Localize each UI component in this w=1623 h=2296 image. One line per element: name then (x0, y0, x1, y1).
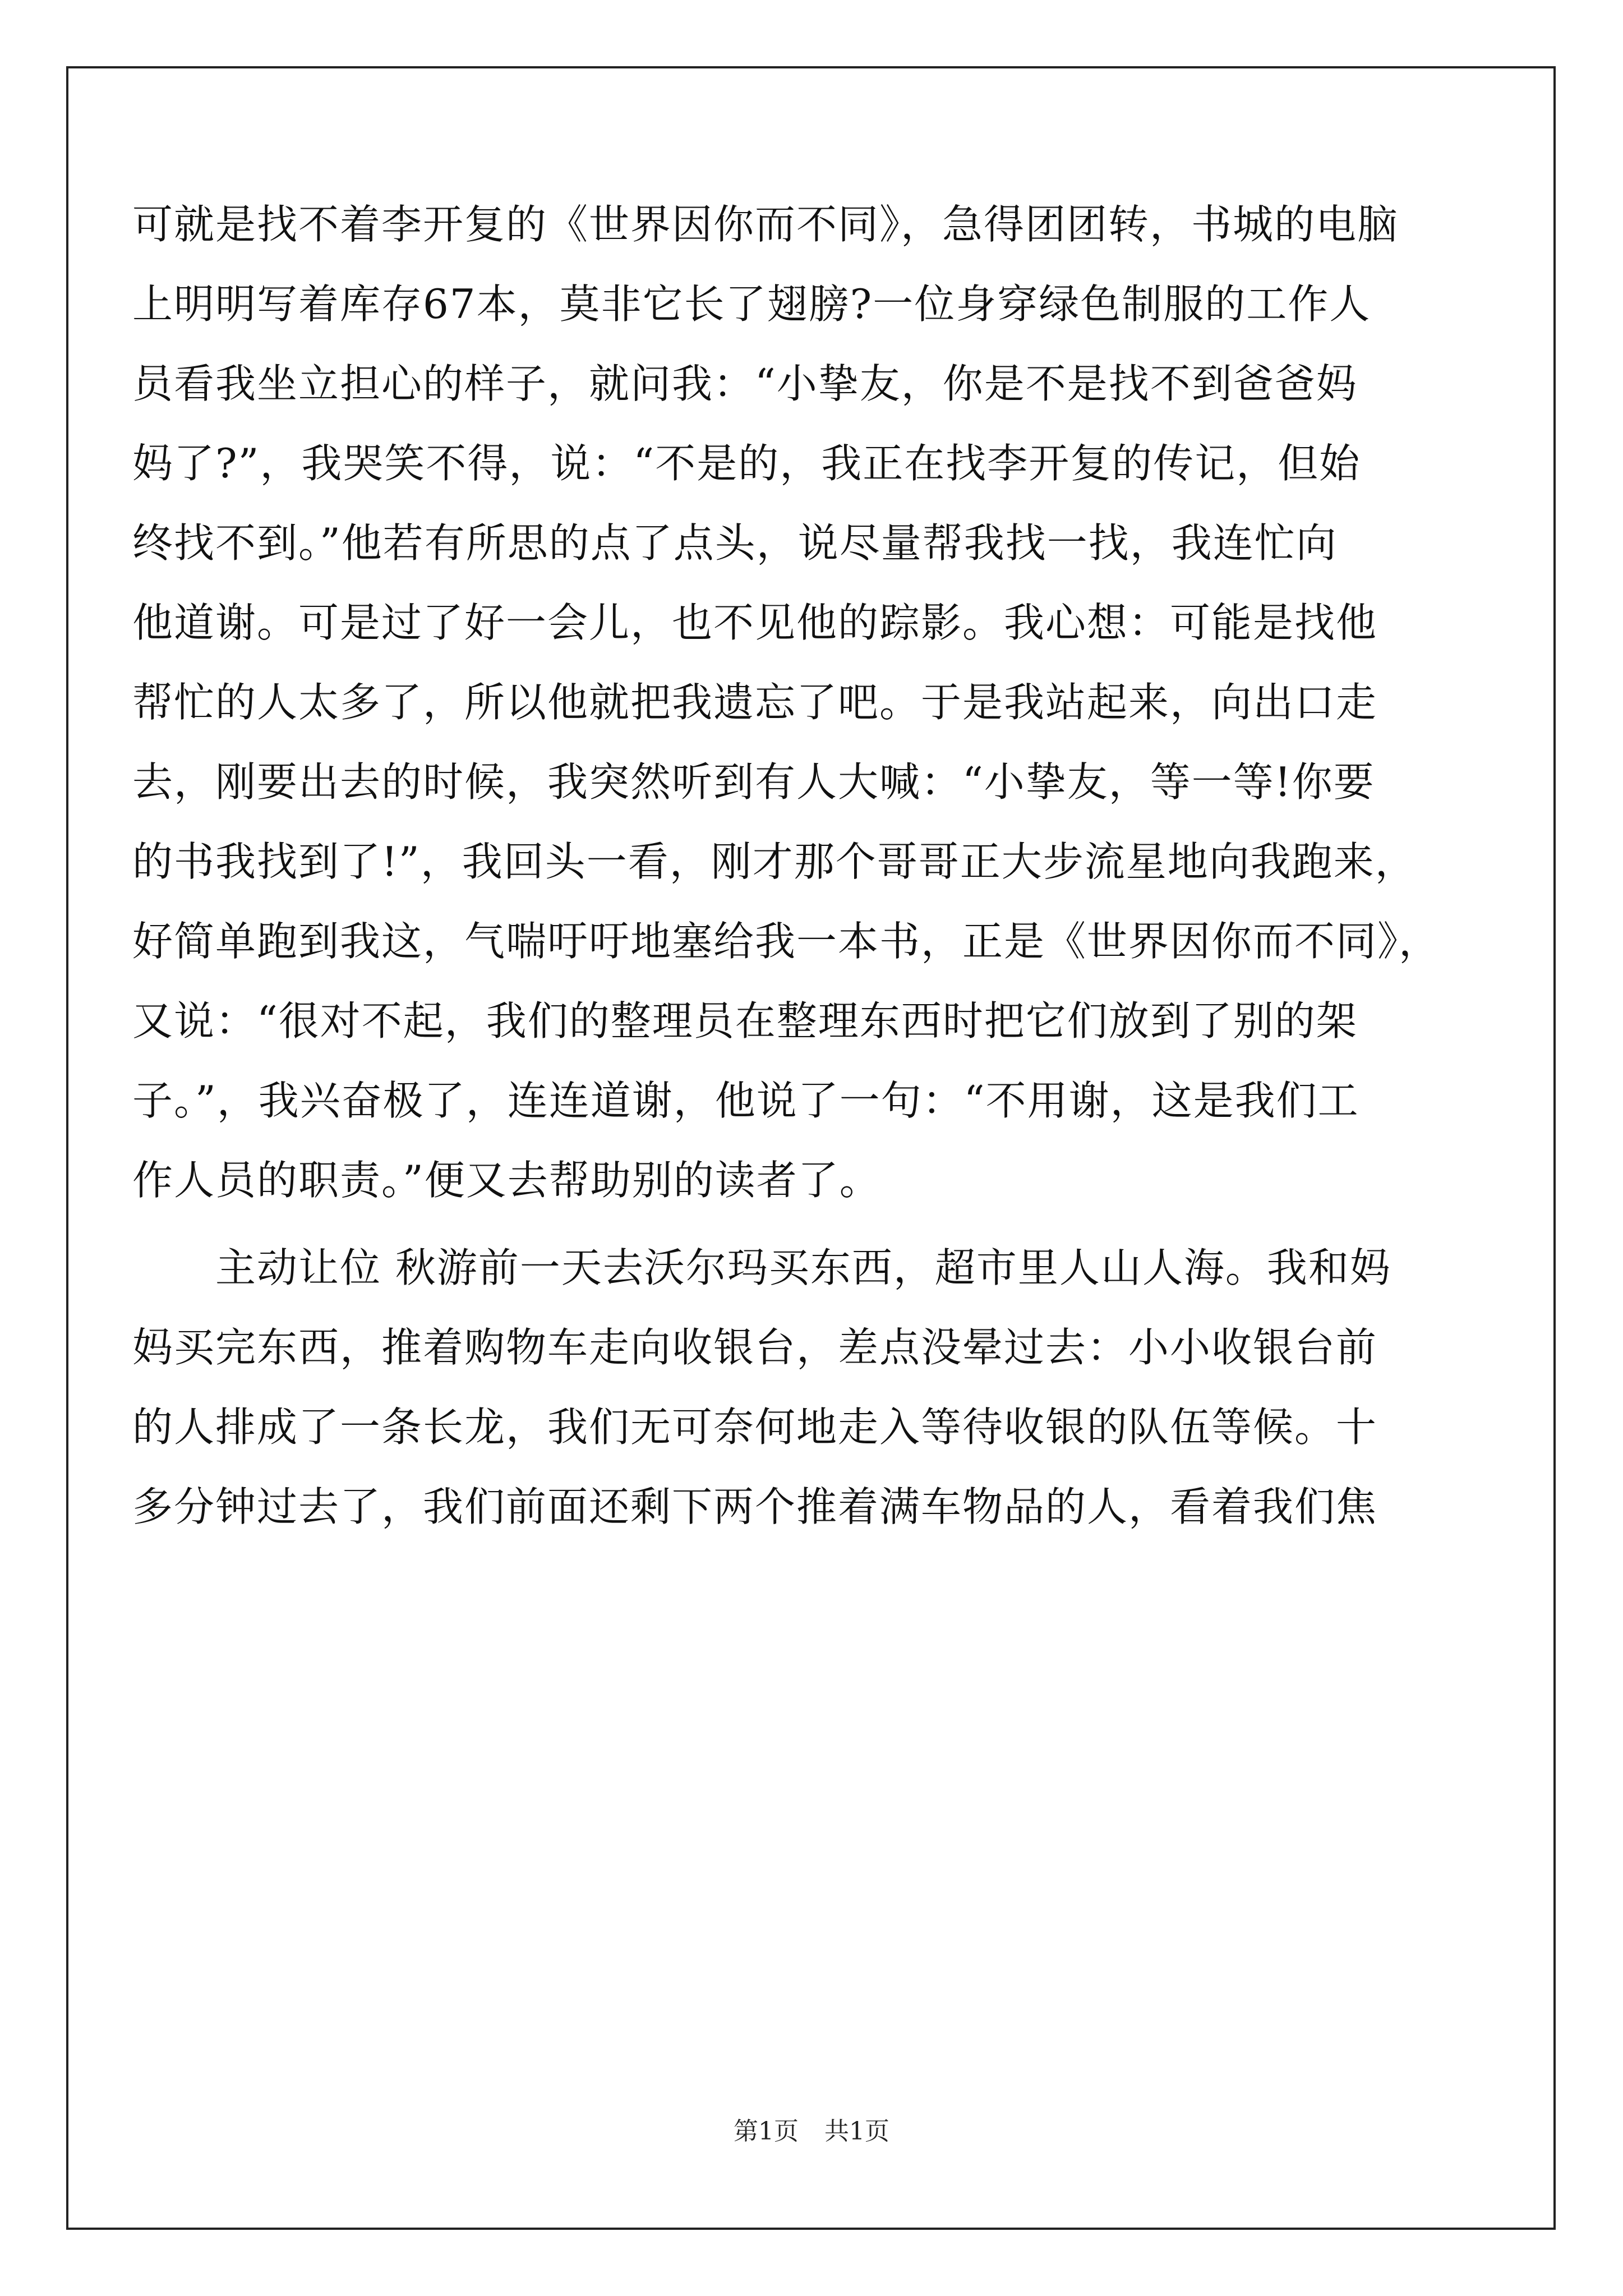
text-line: 的书我找到了!”，我回头一看，刚才那个哥哥正大步流星地向我跑来， (132, 838, 1417, 885)
text-line: 去，刚要出去的时候，我突然听到有人大喊：“小挚友，等一等!你要 (132, 758, 1375, 806)
text-line: 作人员的职责。”便又去帮助别的读者了。 (132, 1157, 881, 1204)
text-line: 妈买完东西，推着购物车走向收银台，差点没晕过去：小小收银台前 (132, 1324, 1378, 1371)
text-line: 员看我坐立担心的样子，就问我：“小挚友，你是不是找不到爸爸妈 (132, 360, 1358, 407)
text-line: 他道谢。可是过了好一会儿，也不见他的踪影。我心想：可能是找他 (132, 599, 1378, 646)
text-line: 上明明写着库存67本，莫非它长了翅膀?一位身穿绿色制服的工作人 (132, 280, 1371, 328)
text-line: 多分钟过去了，我们前面还剩下两个推着满车物品的人，看着我们焦 (132, 1483, 1378, 1530)
text-line: 可就是找不着李开复的《世界因你而不同》，急得团团转，书城的电脑 (132, 201, 1399, 248)
text-line: 子。”，我兴奋极了，连连道谢，他说了一句：“不用谢，这是我们工 (132, 1077, 1359, 1124)
text-line: 又说：“很对不起，我们的整理员在整理东西时把它们放到了别的架 (132, 997, 1358, 1045)
text-line: 的人排成了一条长龙，我们无可奈何地走入等待收银的队伍等候。十 (132, 1404, 1378, 1451)
text-line: 妈了?”，我哭笑不得，说：“不是的，我正在找李开复的传记，但始 (132, 440, 1361, 487)
text-line: 好简单跑到我这，气喘吁吁地塞给我一本书，正是《世界因你而不同》， (132, 918, 1441, 965)
page-number: 第1页 (734, 2117, 799, 2146)
text-line: 主动让位 秋游前一天去沃尔玛买东西，超市里人山人海。我和妈 (215, 1244, 1391, 1291)
text-line: 终找不到。”他若有所思的点了点头，说尽量帮我找一找，我连忙向 (132, 519, 1338, 567)
page-total: 共1页 (824, 2117, 889, 2146)
page-footer (0, 2115, 1623, 2148)
text-line: 帮忙的人太多了，所以他就把我遗忘了吧。于是我站起来，向出口走 (132, 679, 1378, 726)
